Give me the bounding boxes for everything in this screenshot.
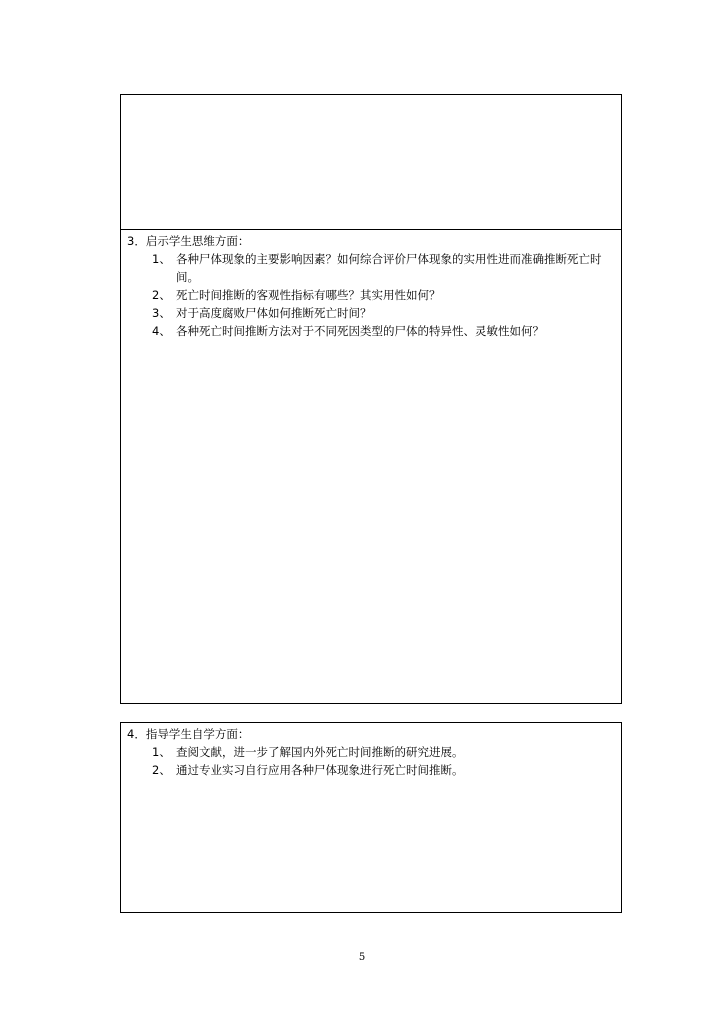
section-3-box [120, 229, 622, 704]
list-item-number: 2、 [152, 288, 171, 302]
list-item-text: 各种死亡时间推断方法对于不同死因类型的尸体的特异性、灵敏性如何？ [176, 324, 544, 338]
list-item [152, 322, 615, 340]
list-item-number: 1、 [152, 252, 171, 266]
list-item [152, 250, 615, 286]
page-number: 5 [358, 952, 366, 963]
list-item [152, 743, 615, 761]
list-item [152, 286, 615, 304]
section-3-list [152, 250, 615, 340]
list-item [152, 304, 615, 322]
list-item-text: 查阅文献，进一步了解国内外死亡时间推断的研究进展。 [176, 745, 464, 759]
section-4-list [152, 743, 615, 779]
list-item-number: 2、 [152, 763, 171, 777]
list-item-number: 1、 [152, 745, 171, 759]
empty-table-cell [120, 94, 622, 230]
list-item-number: 4、 [152, 324, 171, 338]
list-item-text: 通过专业实习自行应用各种尸体现象进行死亡时间推断。 [176, 763, 464, 777]
section-4-heading: 4．指导学生自学方面： [127, 727, 250, 741]
list-item-text: 死亡时间推断的客观性指标有哪些？其实用性如何？ [176, 288, 441, 302]
section-3-heading: 3．启示学生思维方面： [127, 234, 250, 248]
list-item-text: 各种尸体现象的主要影响因素？如何综合评价尸体现象的实用性进而准确推断死亡时间。 [176, 252, 602, 284]
section-4-box [120, 722, 622, 913]
list-item-number: 3、 [152, 306, 171, 320]
list-item-text: 对于高度腐败尸体如何推断死亡时间？ [176, 306, 372, 320]
list-item [152, 761, 615, 779]
